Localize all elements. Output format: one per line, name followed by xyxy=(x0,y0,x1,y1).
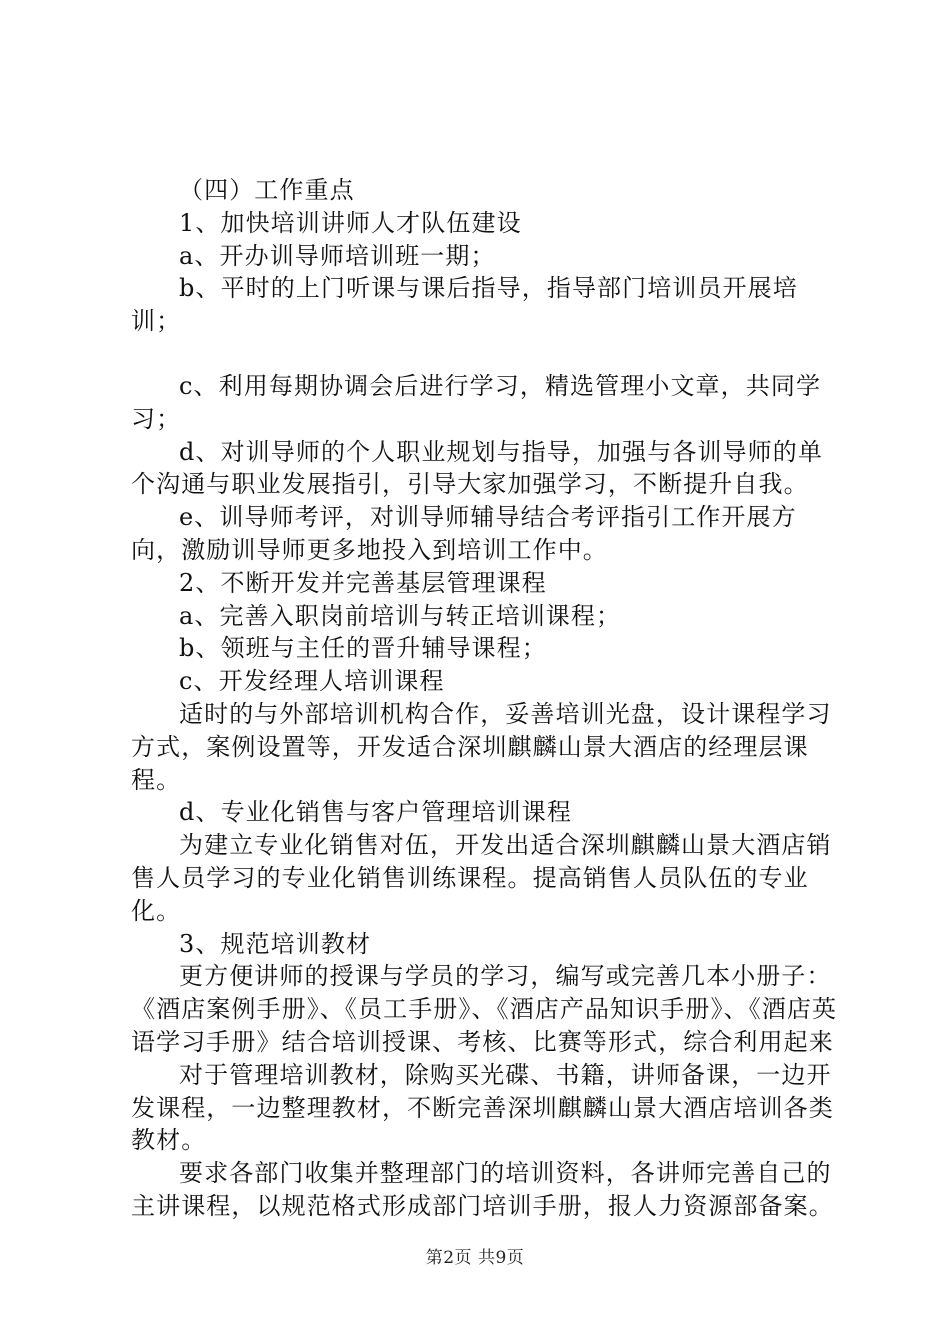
list-item: d、专业化销售与客户管理培训课程 xyxy=(179,798,572,827)
section-heading: （四）工作重点 xyxy=(179,176,355,204)
paragraph: 为建立专业化销售对伍，开发出适合深圳麒麟山景大酒店销售人员学习的专业化销售训练课程。提高销售人员队伍的专业化。 xyxy=(131,831,832,925)
paragraph: 要求各部门收集并整理部门的培训资料，各讲师完善自己的主讲课程，以规范格式形成部门培训手册，报人力资源部备案。 xyxy=(131,1159,834,1220)
page-number-footer: 第2页 共9页 xyxy=(425,1248,525,1268)
paragraph: 更方便讲师的授课与学员的学习，编写或完善几本小册子：《酒店案例手册》、《员工手册》、《酒店产品知识手册》、《酒店英语学习手册》结合培训授课、考核、比赛等形式，综合利用起来 xyxy=(131,962,838,1056)
list-item: d、对训导师的个人职业规划与指导，加强与各训导师的单个沟通与职业发展指引，引导大家加强学习，不断提升自我。 xyxy=(131,437,823,499)
list-item: b、领班与主任的晋升辅导课程； xyxy=(179,634,547,663)
subsection-heading: 1、加快培训讲师人才队伍建设 xyxy=(179,208,522,237)
list-item: a、开办训导师培训班一期； xyxy=(179,241,496,270)
subsection-heading: 3、规范培训教材 xyxy=(179,929,372,958)
subsection-heading: 2、不断开发并完善基层管理课程 xyxy=(179,568,547,597)
list-item: e、训导师考评，对训导师辅导结合考评指引工作开展方向，激励训导师更多地投入到培训工作中。 xyxy=(131,503,797,564)
list-item: b、平时的上门听课与课后指导，指导部门培训员开展培训； xyxy=(131,274,798,336)
paragraph: 对于管理培训教材，除购买光碟、书籍，讲师备课，一边开发课程，一边整理教材，不断完善深圳麒麟山景大酒店培训各类教材。 xyxy=(131,1060,834,1155)
paragraph: 适时的与外部培训机构合作，妥善培训光盘，设计课程学习方式，案例设置等，开发适合深圳麒麟山景大酒店的经理层课程。 xyxy=(131,699,832,794)
list-item: c、利用每期协调会后进行学习，精选管理小文章，共同学习； xyxy=(131,371,822,433)
document-body xyxy=(131,174,843,1223)
list-item: a、完善入职岗前培训与转正培训课程； xyxy=(179,601,622,630)
list-item: c、开发经理人培训课程 xyxy=(179,667,445,696)
